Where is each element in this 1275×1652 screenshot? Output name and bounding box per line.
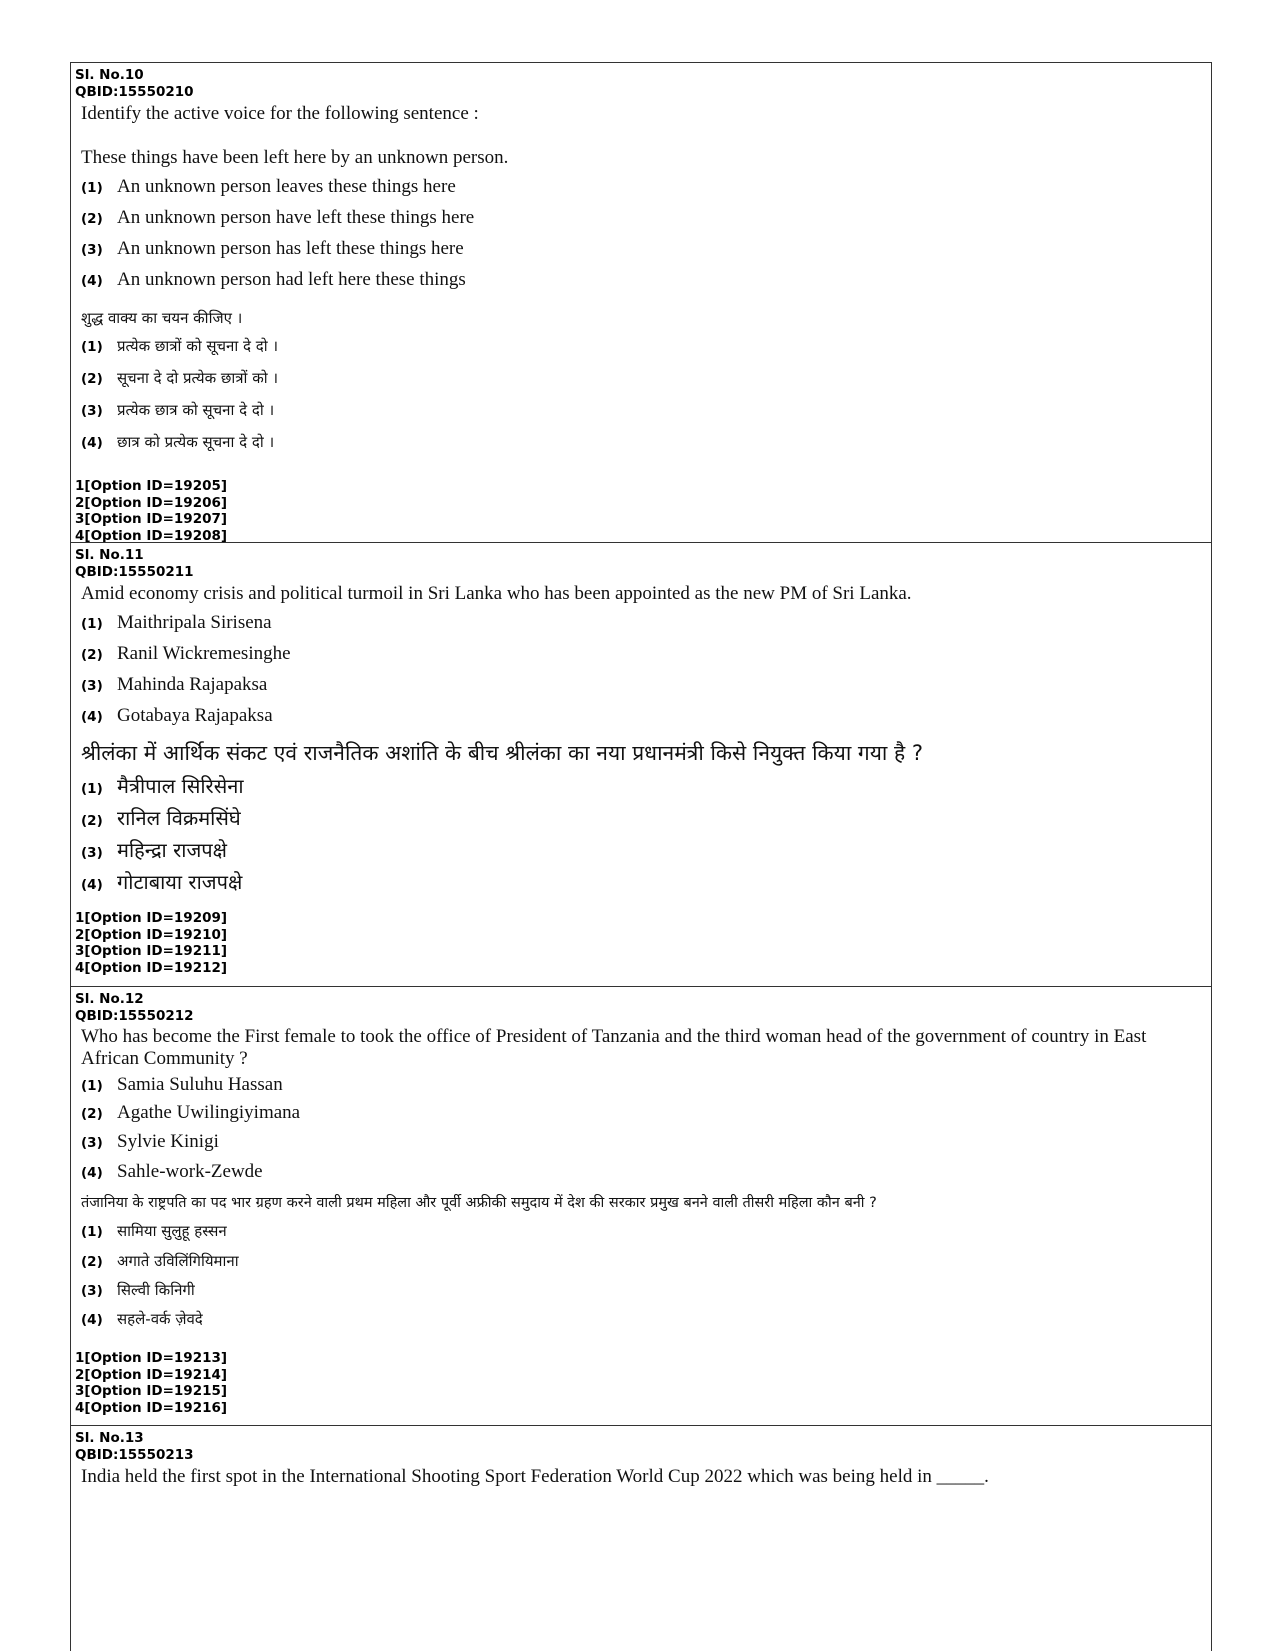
option-english [81, 1102, 1211, 1131]
option-number: (3) [81, 1135, 103, 1151]
option-text: छात्र को प्रत्येक सूचना दे दो । [117, 433, 275, 451]
question-block [71, 63, 1211, 543]
option-text: Agathe Uwilingiyimana [117, 1102, 301, 1123]
option-text: Sahle-work-Zewde [117, 1161, 263, 1182]
option-text: मैत्रीपाल सिरिसेना [117, 774, 244, 798]
option-hindi [81, 1251, 1211, 1280]
option-number: (1) [81, 180, 103, 196]
option-number: (1) [81, 1224, 103, 1240]
option-hindi [81, 400, 1211, 432]
option-number: (2) [81, 1254, 103, 1270]
option-number: (3) [81, 678, 103, 694]
option-text: An unknown person has left these things here [117, 238, 464, 259]
option-number: (4) [81, 709, 103, 725]
option-text: Mahinda Rajapaksa [117, 674, 268, 695]
option-number: (4) [81, 435, 103, 451]
option-english [81, 643, 1211, 674]
option-text: Ranil Wickremesinghe [117, 643, 291, 664]
option-number: (2) [81, 211, 103, 227]
option-number: (4) [81, 1165, 103, 1181]
option-number: (2) [81, 813, 103, 829]
option-number: (4) [81, 1312, 103, 1328]
option-text: सूचना दे दो प्रत्येक छात्रों को । [117, 369, 279, 387]
question-stem-hindi: श्रीलंका में आर्थिक संकट एवं राजनैतिक अशांति के बीच श्रीलंका का नया प्रधानमंत्री किसे नियुक्त किया गया है ? [81, 741, 924, 765]
option-id: 3[Option ID=19207] [75, 511, 228, 527]
option-text: Gotabaya Rajapaksa [117, 705, 273, 726]
option-text: सिल्वी किनिगी [117, 1281, 195, 1299]
option-number: (4) [81, 273, 103, 289]
option-hindi [81, 1309, 1211, 1338]
option-number: (3) [81, 403, 103, 419]
option-hindi [81, 836, 1211, 868]
option-number: (2) [81, 1106, 103, 1122]
option-english [81, 1074, 1211, 1102]
question-block [71, 986, 1211, 1426]
option-number: (1) [81, 616, 103, 632]
option-hindi [81, 1221, 1211, 1251]
option-id: 1[Option ID=19209] [75, 910, 228, 926]
option-text: रानिल विक्रमसिंघे [117, 806, 241, 830]
option-text: Maithripala Sirisena [117, 612, 272, 633]
option-text: महिन्द्रा राजपक्षे [117, 838, 227, 862]
serial-number: Sl. No.12 [75, 991, 144, 1007]
option-number: (3) [81, 242, 103, 258]
option-number: (2) [81, 371, 103, 387]
option-english [81, 674, 1211, 705]
option-text: अगाते उविलिंगियिमाना [117, 1252, 239, 1270]
option-english [81, 238, 1211, 269]
question-stem-hindi: तंजानिया के राष्ट्रपति का पद भार ग्रहण करने वाली प्रथम महिला और पूर्वी अफ्रीकी समुदाय में देश की सरकार प्रमुख बनने वाली तीसरी महिला कौन बनी ? [81, 1195, 877, 1211]
option-number: (3) [81, 1283, 103, 1299]
option-english [81, 1161, 1211, 1189]
question-block [71, 542, 1211, 987]
option-id: 1[Option ID=19213] [75, 1350, 228, 1366]
option-hindi [81, 804, 1211, 836]
option-text: गोटाबाया राजपक्षे [117, 870, 243, 894]
option-text: सहले-वर्क ज़ेवदे [117, 1310, 203, 1328]
question-stem-hindi: शुद्ध वाक्य का चयन कीजिए । [81, 309, 243, 327]
option-id: 3[Option ID=19215] [75, 1383, 228, 1399]
option-id: 3[Option ID=19211] [75, 943, 228, 959]
option-text: An unknown person have left these things here [117, 207, 475, 228]
option-english [81, 612, 1211, 643]
option-english [81, 1131, 1211, 1161]
question-bank-id: QBID:15550212 [75, 1007, 194, 1024]
option-number: (1) [81, 1078, 103, 1094]
option-id: 2[Option ID=19206] [75, 494, 228, 511]
serial-number: Sl. No.13 [75, 1430, 144, 1446]
option-number: (1) [81, 339, 103, 355]
question-block [71, 1425, 1211, 1652]
option-hindi [81, 368, 1211, 400]
option-id: 2[Option ID=19214] [75, 1366, 228, 1383]
option-hindi [81, 868, 1211, 900]
option-id: 4[Option ID=19208] [75, 527, 228, 544]
option-id-list [75, 1350, 1211, 1416]
serial-number: Sl. No.11 [75, 547, 144, 563]
option-id: 1[Option ID=19205] [75, 478, 228, 494]
option-number: (2) [81, 647, 103, 663]
option-text: An unknown person leaves these things here [117, 176, 456, 197]
option-text: Sylvie Kinigi [117, 1131, 219, 1152]
option-id-list [75, 910, 1211, 976]
question-stem-english: India held the first spot in the International Shooting Sport Federation World Cup 2022 which was being held in _____. [81, 1466, 989, 1487]
option-hindi [81, 432, 1211, 464]
option-id: 4[Option ID=19216] [75, 1399, 228, 1416]
option-english [81, 269, 1211, 300]
option-text: प्रत्येक छात्र को सूचना दे दो । [117, 401, 275, 419]
option-id: 2[Option ID=19210] [75, 926, 228, 943]
option-id: 4[Option ID=19212] [75, 959, 228, 976]
question-stem-english: Who has become the First female to took the office of President of Tanzania and the third woman head of the government of country in East African Community ? [81, 1026, 1147, 1069]
option-text: An unknown person had left here these things [117, 269, 466, 290]
question-bank-id: QBID:15550211 [75, 563, 194, 580]
option-number: (3) [81, 845, 103, 861]
option-english [81, 705, 1211, 736]
question-stem-english: Identify the active voice for the following sentence : [81, 103, 479, 124]
question-paper [70, 62, 1212, 1651]
option-english [81, 176, 1211, 207]
option-hindi [81, 336, 1211, 368]
option-text: Samia Suluhu Hassan [117, 1074, 283, 1095]
option-number: (1) [81, 781, 103, 797]
question-stem-english: Amid economy crisis and political turmoil in Sri Lanka who has been appointed as the new PM of Sri Lanka. [81, 583, 912, 604]
given-sentence: These things have been left here by an unknown person. [81, 147, 509, 168]
option-hindi [81, 1280, 1211, 1309]
option-text: प्रत्येक छात्रों को सूचना दे दो । [117, 337, 279, 355]
option-english [81, 207, 1211, 238]
option-id-list [75, 478, 1211, 544]
question-bank-id: QBID:15550210 [75, 83, 194, 100]
option-hindi [81, 772, 1211, 804]
question-bank-id: QBID:15550213 [75, 1446, 194, 1463]
option-number: (4) [81, 877, 103, 893]
option-text: सामिया सुलुहू हस्सन [117, 1222, 227, 1240]
serial-number: Sl. No.10 [75, 67, 144, 83]
